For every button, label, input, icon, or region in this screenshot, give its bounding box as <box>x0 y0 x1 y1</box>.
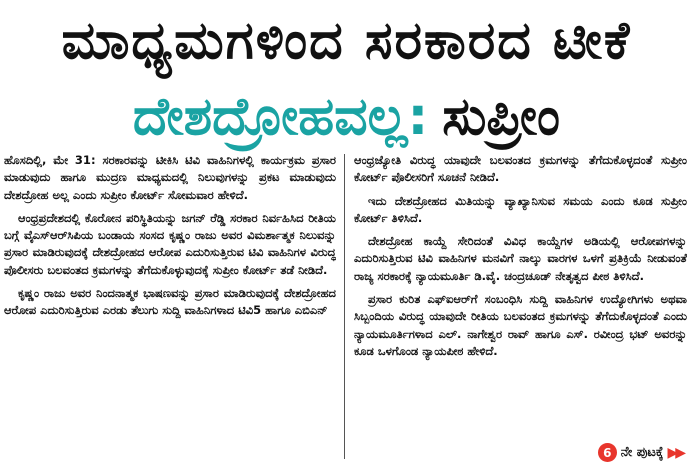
article-column-right <box>354 152 687 468</box>
headline-teal-part: ದೇಶದ್ರೋಹವಲ್ಲ: <box>132 86 429 147</box>
dateline: ಹೊಸದಿಲ್ಲಿ, ಮೇ 31: <box>4 153 96 167</box>
article-paragraph: ಪ್ರಸಾರ ಕುರಿತ ಎಫ್‌ಐಆರ್‌ಗೆ ಸಂಬಂಧಿಸಿ ಸುದ್ದಿ ವಾಹಿನಿಗಳ ಉದ್ಯೋಗಿಗಳು ಅಥವಾ ಸಿಬ್ಬಂದಿಯ ವಿರುದ್ಧ ಯಾವುದೇ ರೀತಿಯ ಬಲವಂತದ ಕ್ರಮಗಳನ್ನು ತೆಗೆದುಕೊಳ್ಳದಂತೆ ಎಂದು ನ್ಯಾಯಮೂರ್ತಿಗಳಾದ ಎಲ್. ನಾಗೇಶ್ವರ ರಾವ್ ಹಾಗೂ ಎಸ್. ರವೀಂದ್ರ ಭಟ್ ಅವರನ್ನು ಕೂಡ ಒಳಗೊಂಡ ನ್ಯಾಯಪೀಠ ಹೇಳಿದೆ. <box>354 292 687 358</box>
headline-line-2 <box>0 82 693 152</box>
article-paragraph <box>4 152 336 204</box>
article-body <box>0 152 693 468</box>
paragraph-text: ಸರಕಾರವನ್ನು ಟೀಕಿಸಿ ಟಿವಿ ವಾಹಿನಿಗಳಲ್ಲಿ ಕಾರ್ಯಕ್ರಮ ಪ್ರಸಾರ ಮಾಡುವುದು ಹಾಗೂ ಮುದ್ರಣ ಮಾಧ್ಯಮದಲ್ಲಿ ನಿಲುವುಗಳನ್ನು ಪ್ರಕಟ ಮಾಡುವುದು ದೇಶದ್ರೋಹ ಅಲ್ಲ ಎಂದು ಸುಪ್ರೀಂ ಕೋರ್ಟ್ ಸೋಮವಾರ ಹೇಳಿದೆ. <box>4 153 336 202</box>
article-paragraph: ಆಂಧ್ರಪ್ರದೇಶದಲ್ಲಿ ಕೊರೋನ ಪರಿಸ್ಥಿತಿಯನ್ನು ಜಗನ್ ರೆಡ್ಡಿ ಸರಕಾರ ನಿರ್ವಹಿಸಿದ ರೀತಿಯ ಬಗ್ಗೆ ವೈಎಸ್‌ಆರ್‌ಸಿಪಿಯ ಬಂಡಾಯ ಸಂಸದ ಕೃಷ್ಣಂ ರಾಜು ಅವರ ವಿಮರ್ಶಾತ್ಮಕ ನಿಲುವನ್ನು ಪ್ರಸಾರ ಮಾಡಿರುವುದಕ್ಕೆ ದೇಶದ್ರೋಹದ ಆರೋಪ ಎದುರಿಸುತ್ತಿರುವ ಟಿವಿ ವಾಹಿನಿಗಳ ವಿರುದ್ಧ ಪೊಲೀಸರು ಬಲವಂತದ ಕ್ರಮಗಳನ್ನು ತೆಗೆದುಕೊಳ್ಳುವುದಕ್ಕೆ ಸುಪ್ರೀಂ ಕೋರ್ಟ್ ತಡೆ ನೀಡಿದೆ. <box>4 210 336 277</box>
article-column-left <box>4 152 336 468</box>
page-number-badge: 6 <box>598 443 617 462</box>
headline-dark-part: ಸುಪ್ರೀಂ <box>442 86 561 147</box>
article-paragraph: ಕೃಷ್ಣಂ ರಾಜು ಅವರ ನಿಂದನಾತ್ಮಕ ಭಾಷಣವನ್ನು ಪ್ರಸಾರ ಮಾಡಿರುವುದಕ್ಕೆ ದೇಶದ್ರೋಹದ ಆರೋಪ ಎದುರಿಸುತ್ತಿರುವ ಎರಡು ತೆಲುಗು ಸುದ್ದಿ ವಾಹಿನಿಗಳಾದ ಟಿವಿ5 ಹಾಗೂ ಎಬಿಎನ್ <box>4 286 336 318</box>
article-paragraph: ದೇಶದ್ರೋಹ ಕಾಯ್ದೆ ಸೇರಿದಂತೆ ವಿವಿಧ ಕಾಯ್ದೆಗಳ ಅಡಿಯಲ್ಲಿ ಆರೋಪಗಳನ್ನು ಎದುರಿಸುತ್ತಿರುವ ಟಿವಿ ವಾಹಿನಿಗಳ ಮನವಿಗೆ ನಾಲ್ಕು ವಾರಗಳ ಒಳಗೆ ಪ್ರತಿಕ್ರಿಯೆ ನೀಡುವಂತೆ ರಾಜ್ಯ ಸರಕಾರಕ್ಕೆ ನ್ಯಾಯಮೂರ್ತಿ ಡಿ.ವೈ. ಚಂದ್ರಚೂಡ್ ನೇತೃತ್ವದ ಪೀಠ ತಿಳಿಸಿದೆ. <box>354 234 687 283</box>
double-chevron-right-icon: ▶▶ <box>667 444 683 461</box>
headline-line-1: ಮಾಧ್ಯಮಗಳಿಂದ ಸರಕಾರದ ಟೀಕೆ <box>61 10 632 71</box>
article-paragraph: ಇದು ದೇಶದ್ರೋಹದ ಮಿತಿಯನ್ನು ವ್ಯಾಖ್ಯಾನಿಸುವ ಸಮಯ ಎಂದು ಕೂಡ ಸುಪ್ರೀಂ ಕೋರ್ಟ್ ತಿಳಿಸಿದೆ. <box>354 193 687 225</box>
continued-label: ನೇ ಪುಟಕ್ಕೆ <box>620 445 664 460</box>
article-paragraph: ಆಂಧ್ರಜ್ಯೋತಿ ವಿರುದ್ಧ ಯಾವುದೇ ಬಲವಂತದ ಕ್ರಮಗಳನ್ನು ತೆಗೆದುಕೊಳ್ಳದಂತೆ ಸುಪ್ರೀಂ ಕೋರ್ಟ್ ಪೊಲೀಸರಿಗೆ ಸೂಚನೆ ನೀಡಿದೆ. <box>354 153 687 185</box>
continued-on-page[interactable] <box>598 443 683 462</box>
column-divider <box>344 154 345 459</box>
